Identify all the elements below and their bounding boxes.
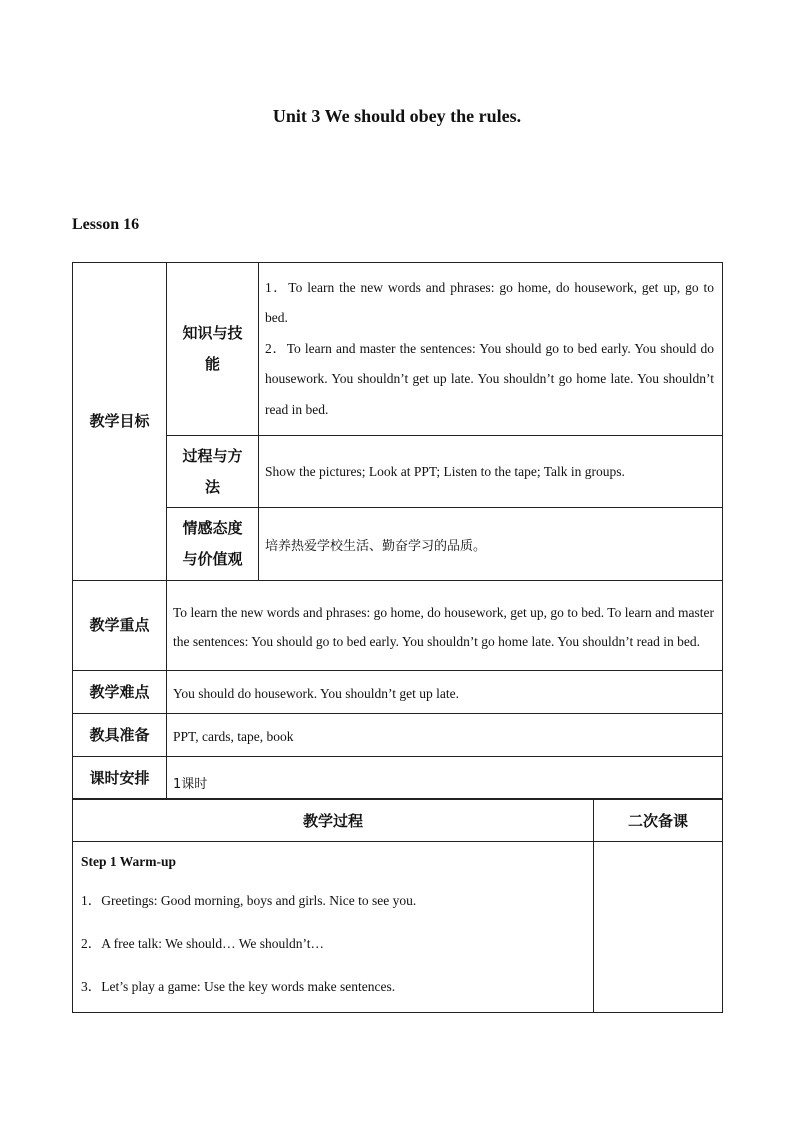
lesson-heading: Lesson 16 — [72, 216, 140, 233]
key-points-text: To learn the new words and phrases: go home, do housework, get up, go to bed. To learn and master the sentences: You should go to bed early. You shouldn’t go home late. You shouldn’t read in bed. — [167, 581, 723, 671]
process-method-text: Show the pictures; Look at PPT; Listen to the tape; Talk in groups. — [259, 436, 723, 508]
difficulties-text: You should do housework. You shouldn’t get up late. — [167, 671, 723, 714]
materials-label: 教具准备 — [73, 714, 167, 757]
list-item: 1．Greetings: Good morning, boys and girls. Nice to see you. — [81, 893, 417, 908]
objectives-label: 教学目标 — [73, 263, 167, 581]
knowledge-item-1: 1．To learn the new words and phrases: go home, do housework, get up, go to bed. — [265, 279, 714, 326]
schedule-label: 课时安排 — [73, 757, 167, 800]
emotion-label: 情感态度与价值观 — [167, 508, 259, 581]
lesson-plan-table — [72, 262, 723, 800]
step-heading: Step 1 Warm-up — [81, 854, 177, 869]
process-table — [72, 798, 723, 1013]
process-method-label: 过程与方法 — [167, 436, 259, 508]
difficulties-label: 教学难点 — [73, 671, 167, 714]
emotion-text: 培养热爱学校生活、勤奋学习的品质。 — [259, 508, 723, 581]
process-content — [73, 842, 594, 1013]
process-header: 教学过程 — [73, 799, 594, 842]
knowledge-label: 知识与技能 — [167, 263, 259, 436]
second-prep-header: 二次备课 — [594, 799, 723, 842]
knowledge-cell — [259, 263, 723, 436]
page-title: Unit 3 We should obey the rules. — [272, 106, 522, 126]
schedule-text: 1课时 — [167, 757, 723, 800]
second-prep-cell — [594, 842, 723, 1013]
key-points-label: 教学重点 — [73, 581, 167, 671]
knowledge-item-2: 2．To learn and master the sentences: You should go to bed early. You should do housework. You shouldn’t get up late. You shouldn’t go home late. You shouldn’t read in bed. — [265, 340, 714, 417]
list-item: 3．Let’s play a game: Use the key words make sentences. — [81, 979, 396, 994]
list-item: 2．A free talk: We should… We shouldn’t… — [81, 936, 325, 951]
materials-text: PPT, cards, tape, book — [167, 714, 723, 757]
